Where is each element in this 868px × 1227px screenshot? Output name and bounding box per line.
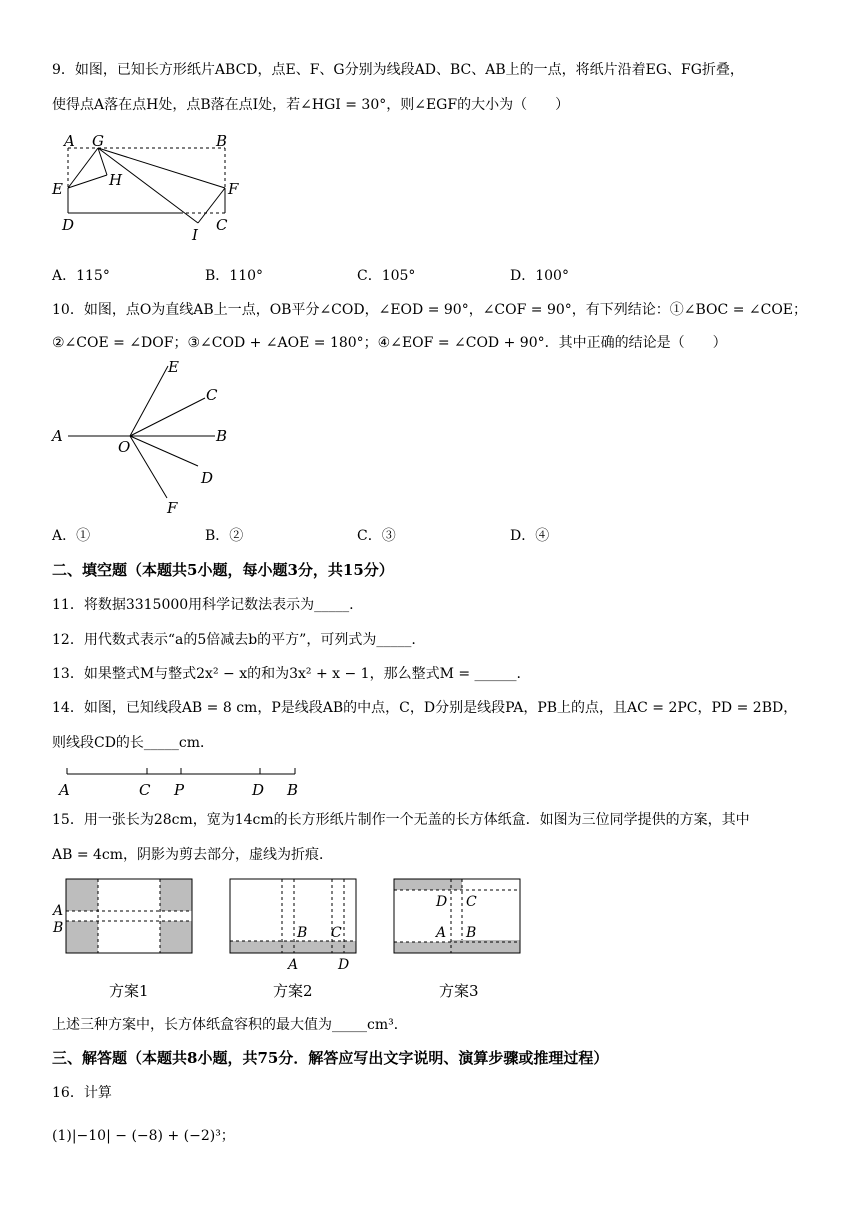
- label-B: B: [53, 920, 64, 936]
- q10-text-line2: ②∠COE = ∠DOF；③∠COD + ∠AOE = 180°；④∠EOF = ∠COD + 90°．其中正确的结论是（ ）: [52, 335, 727, 351]
- q14-text-line1: 14．如图，已知线段AB = 8 cm，P是线段AB的中点，C，D分别是线段PA，PB上的点，且AC = 2PC，PD = 2BD，: [52, 700, 798, 716]
- label-I: I: [192, 226, 198, 244]
- q15-plan2-figure: [218, 876, 368, 1001]
- label-E: E: [52, 180, 63, 198]
- q13-text: 13．如果整式M与整式2x² − x的和为3x² + x − 1，那么整式M = ______.: [52, 666, 521, 682]
- label-E: E: [168, 358, 179, 376]
- q10-option-c: C．③: [357, 528, 396, 544]
- label-B: B: [466, 925, 477, 941]
- label-B: B: [216, 427, 228, 445]
- q16-part1: (1)|−10| − (−8) + (−2)³；: [52, 1128, 235, 1144]
- q10-option-d: D．④: [510, 528, 550, 544]
- label-C: C: [466, 894, 477, 910]
- q10-text-line1: 10．如图，点O为直线AB上一点，OB平分∠COD，∠EOD = 90°，∠COF = 90°，有下列结论：①∠BOC = ∠COE；: [52, 302, 808, 318]
- label-C: C: [216, 216, 228, 234]
- label-O: O: [118, 438, 131, 456]
- q10-figure: [50, 358, 240, 518]
- plan3-caption: 方案3: [439, 982, 479, 1000]
- q15-plan3-figure: [385, 876, 535, 1001]
- q15-text-line3: 上述三种方案中，长方体纸盒容积的最大值为_____cm³．: [52, 1017, 408, 1033]
- label-A: A: [64, 132, 75, 150]
- q9-figure: [50, 130, 250, 245]
- label-D: D: [201, 469, 214, 487]
- label-C: C: [331, 925, 342, 941]
- q9-option-d: D．100°: [510, 268, 569, 284]
- label-P: P: [174, 781, 185, 799]
- label-D: D: [252, 781, 265, 799]
- label-A: A: [436, 925, 447, 941]
- q15-text-line1: 15．用一张长为28cm，宽为14cm的长方形纸片制作一个无盖的长方体纸盒．如图为三位同学提供的方案，其中: [52, 812, 750, 828]
- q14-segment-figure: [55, 762, 315, 800]
- label-C: C: [206, 386, 218, 404]
- label-A: A: [52, 427, 63, 445]
- q15-plan1-figure: [52, 876, 197, 1001]
- label-A: A: [53, 903, 64, 919]
- label-D: D: [338, 957, 350, 973]
- q11-text: 11．将数据3315000用科学记数法表示为_____.: [52, 597, 354, 613]
- label-H: H: [109, 171, 123, 189]
- label-D: D: [436, 894, 448, 910]
- q12-text: 12．用代数式表示“a的5倍减去b的平方”，可列式为_____.: [52, 632, 416, 648]
- q9-option-a: A．115°: [52, 268, 110, 284]
- label-B: B: [287, 781, 299, 799]
- label-A: A: [59, 781, 70, 799]
- q9-option-b: B．110°: [205, 268, 264, 284]
- label-F: F: [228, 180, 239, 198]
- label-G: G: [92, 132, 104, 150]
- plan2-caption: 方案2: [273, 982, 313, 1000]
- q10-option-b: B．②: [205, 528, 244, 544]
- q14-text-line2: 则线段CD的长_____cm．: [52, 735, 215, 751]
- q15-text-line2: AB = 4cm，阴影为剪去部分，虚线为折痕．: [52, 847, 334, 863]
- q16-text: 16．计算: [52, 1085, 112, 1101]
- label-A: A: [288, 957, 299, 973]
- label-F: F: [167, 499, 178, 517]
- q9-text-line1: 9．如图，已知长方形纸片ABCD，点E、F、G分别为线段AD、BC、AB上的一点，将纸片沿着EG、FG折叠，: [52, 62, 744, 78]
- plan1-caption: 方案1: [109, 982, 149, 1000]
- label-B: B: [216, 132, 228, 150]
- q10-option-a: A．①: [52, 528, 91, 544]
- section3-title: 三、解答题（本题共8小题，共75分．解答应写出文字说明、演算步骤或推理过程）: [52, 1049, 609, 1067]
- label-C: C: [139, 781, 151, 799]
- section2-title: 二、填空题（本题共5小题，每小题3分，共15分）: [52, 561, 394, 579]
- label-D: D: [62, 216, 75, 234]
- label-B: B: [297, 925, 308, 941]
- q9-option-c: C．105°: [357, 268, 416, 284]
- q9-text-line2: 使得点A落在点H处，点B落在点I处，若∠HGI = 30°，则∠EGF的大小为（ ）: [52, 97, 570, 113]
